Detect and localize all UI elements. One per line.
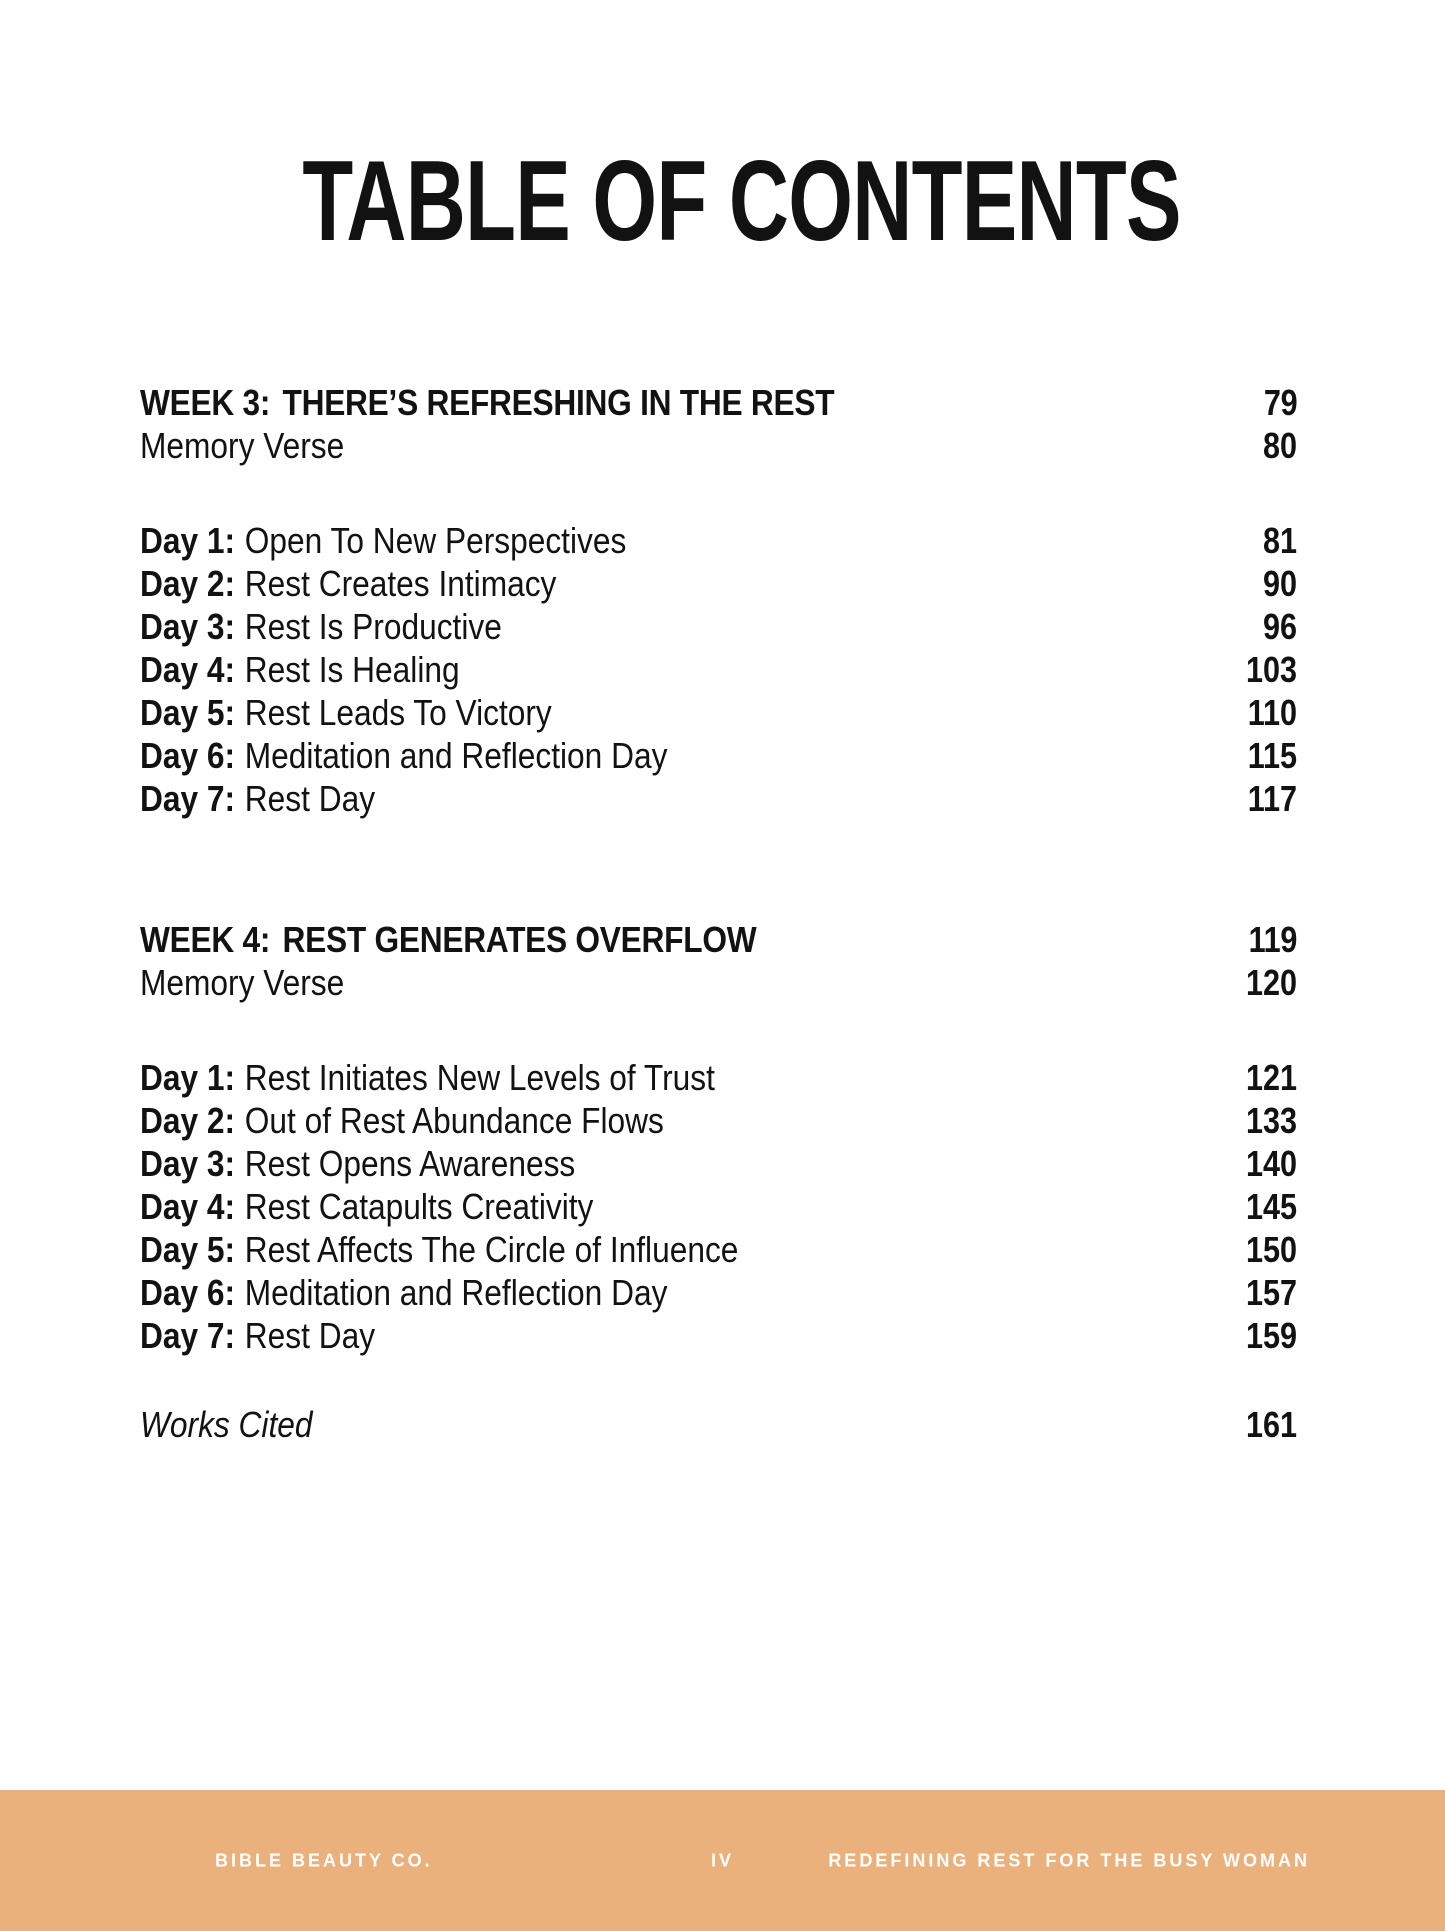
day-label: Day 1: xyxy=(140,520,236,561)
entry-title: Rest Is Productive xyxy=(244,606,502,647)
week-label: WEEK 4: xyxy=(140,919,271,960)
entry-title: Meditation and Reflection Day xyxy=(244,1272,668,1313)
week-heading-row xyxy=(140,381,1297,424)
footer-tagline: REDEFINING REST FOR THE BUSY WOMAN xyxy=(828,1850,1310,1870)
toc-entry-row xyxy=(140,648,1297,691)
toc-entry-row xyxy=(140,1099,1297,1142)
toc-entry-row xyxy=(140,1142,1297,1185)
entry-text xyxy=(140,1142,575,1185)
page-number: 119 xyxy=(1248,919,1297,960)
page-number: 159 xyxy=(1245,1315,1297,1356)
page-number: 110 xyxy=(1247,692,1297,733)
page-number: 157 xyxy=(1245,1272,1297,1313)
entry-title: Out of Rest Abundance Flows xyxy=(244,1100,664,1141)
day-label: Day 7: xyxy=(140,1315,236,1356)
page-number: 115 xyxy=(1247,735,1297,776)
works-cited-row xyxy=(140,1403,1297,1446)
entry-title: Rest Initiates New Levels of Trust xyxy=(244,1057,715,1098)
day-entries xyxy=(140,1056,1297,1357)
page-number: 79 xyxy=(1263,382,1297,423)
page-number: 96 xyxy=(1262,606,1297,647)
footer-brand: BIBLE BEAUTY CO. xyxy=(215,1850,433,1870)
memory-verse-row xyxy=(140,961,1297,1004)
toc-section-week-3 xyxy=(140,381,1297,820)
entry-text xyxy=(140,1314,375,1357)
week-label: WEEK 3: xyxy=(140,382,271,423)
toc-entry-row xyxy=(140,605,1297,648)
toc-section-week-4 xyxy=(140,918,1297,1357)
day-label: Day 4: xyxy=(140,649,236,690)
page-title-wrap xyxy=(140,138,1297,265)
entry-title: Rest Is Healing xyxy=(244,649,460,690)
entry-title: Rest Creates Intimacy xyxy=(244,563,557,604)
toc-entry-row xyxy=(140,777,1297,820)
toc-entry-row xyxy=(140,1056,1297,1099)
toc-entry-row xyxy=(140,734,1297,777)
day-entries xyxy=(140,519,1297,820)
day-label: Day 3: xyxy=(140,1143,236,1184)
week-title: THERE’S REFRESHING IN THE REST xyxy=(282,382,835,423)
table-of-contents xyxy=(140,381,1297,1446)
page-number: 161 xyxy=(1245,1404,1297,1445)
entry-text xyxy=(140,734,667,777)
toc-entry-row xyxy=(140,1185,1297,1228)
day-label: Day 5: xyxy=(140,1229,236,1270)
week-heading-text xyxy=(140,381,834,424)
day-label: Day 6: xyxy=(140,735,236,776)
page-number: 90 xyxy=(1262,563,1297,604)
entry-text xyxy=(140,562,556,605)
footer-bar xyxy=(0,1790,1445,1931)
works-cited-label: Works Cited xyxy=(140,1404,313,1445)
toc-entry-row xyxy=(140,1228,1297,1271)
day-label: Day 1: xyxy=(140,1057,236,1098)
page-title: TABLE OF CONTENTS xyxy=(302,138,1181,265)
entry-text xyxy=(140,1056,715,1099)
day-label: Day 2: xyxy=(140,1100,236,1141)
page-number: 150 xyxy=(1245,1229,1297,1270)
entry-title: Rest Leads To Victory xyxy=(244,692,552,733)
entry-title: Rest Day xyxy=(244,1315,376,1356)
toc-entry-row xyxy=(140,1314,1297,1357)
day-label: Day 5: xyxy=(140,692,236,733)
day-label: Day 6: xyxy=(140,1272,236,1313)
memory-verse-row xyxy=(140,424,1297,467)
entry-text xyxy=(140,777,375,820)
day-label: Day 4: xyxy=(140,1186,236,1227)
week-title: REST GENERATES OVERFLOW xyxy=(282,919,757,960)
page-number: 133 xyxy=(1245,1100,1297,1141)
entry-text xyxy=(140,648,460,691)
toc-entry-row xyxy=(140,519,1297,562)
entry-title: Rest Affects The Circle of Influence xyxy=(244,1229,739,1270)
toc-entry-row xyxy=(140,1271,1297,1314)
entry-text xyxy=(140,605,502,648)
page-number: 80 xyxy=(1262,425,1297,466)
entry-text xyxy=(140,1271,667,1314)
entry-title: Rest Day xyxy=(244,778,376,819)
entry-title: Open To New Perspectives xyxy=(244,520,627,561)
entry-title: Meditation and Reflection Day xyxy=(244,735,668,776)
memory-verse-label: Memory Verse xyxy=(140,425,345,466)
week-heading-row xyxy=(140,918,1297,961)
page-number: 117 xyxy=(1247,778,1297,819)
page-number: 140 xyxy=(1245,1143,1297,1184)
week-heading-text xyxy=(140,918,756,961)
page-number: 120 xyxy=(1245,962,1297,1003)
footer-page-number: IV xyxy=(710,1850,735,1870)
entry-text xyxy=(140,1228,738,1271)
toc-entry-row xyxy=(140,562,1297,605)
entry-text xyxy=(140,691,552,734)
day-label: Day 2: xyxy=(140,563,236,604)
entry-text xyxy=(140,1099,664,1142)
page-number: 81 xyxy=(1262,520,1297,561)
memory-verse-label: Memory Verse xyxy=(140,962,345,1003)
entry-title: Rest Opens Awareness xyxy=(244,1143,576,1184)
day-label: Day 3: xyxy=(140,606,236,647)
toc-entry-row xyxy=(140,691,1297,734)
entry-text xyxy=(140,1185,593,1228)
entry-title: Rest Catapults Creativity xyxy=(244,1186,594,1227)
page-number: 121 xyxy=(1245,1057,1297,1098)
page-number: 103 xyxy=(1245,649,1297,690)
entry-text xyxy=(140,519,626,562)
page-number: 145 xyxy=(1245,1186,1297,1227)
day-label: Day 7: xyxy=(140,778,236,819)
